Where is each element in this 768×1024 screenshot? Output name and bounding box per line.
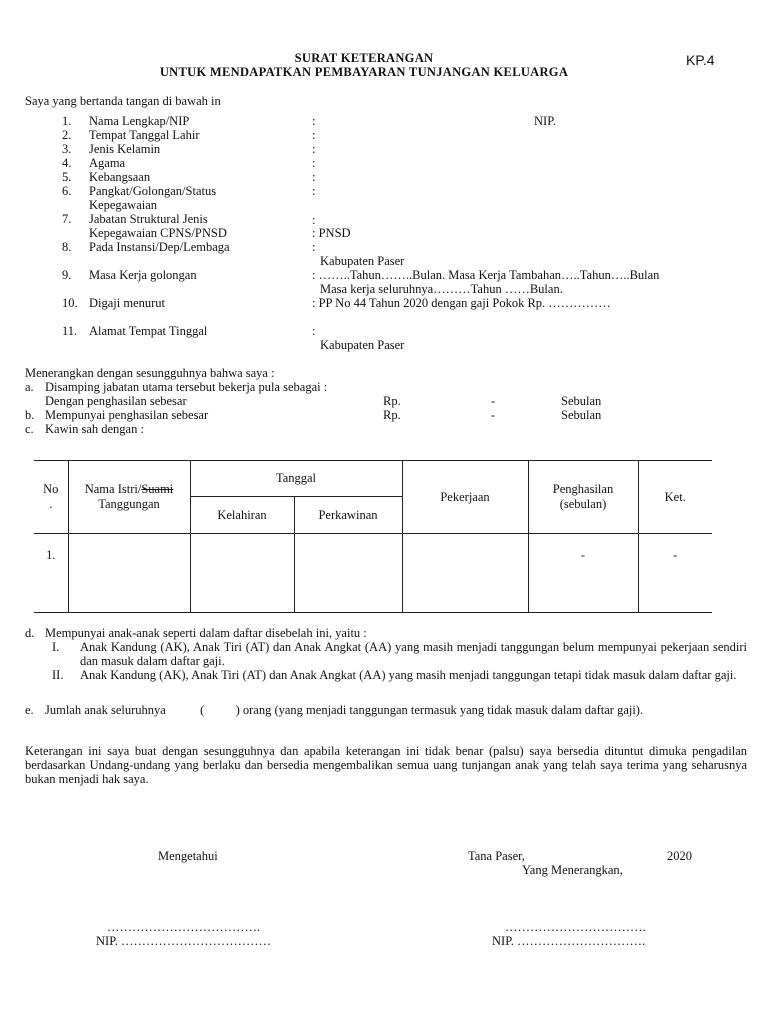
field-label-address: Alamat Tempat Tinggal: [89, 324, 208, 338]
field-number: 8.: [62, 240, 72, 254]
right-signature-nip: NIP. ………………………….: [492, 934, 646, 948]
item-label: I.: [52, 640, 60, 654]
cell-penghasilan: -: [528, 534, 638, 613]
field-value-address: Kabupaten Paser: [320, 338, 405, 352]
field-label-gender: Jenis Kelamin: [89, 142, 161, 156]
spouse-table: [34, 460, 712, 613]
cell-kelahiran: [190, 534, 294, 613]
header-no: No .: [34, 461, 68, 534]
field-number: 11.: [62, 324, 78, 338]
right-signature-title: Yang Menerangkan,: [522, 863, 623, 877]
item-b-dash: -: [491, 408, 496, 422]
item-b-text: Mempunyai penghasilan sebesar: [45, 408, 209, 422]
left-signature-nip: NIP. ………………………………: [96, 934, 272, 948]
field-colon: :: [312, 324, 316, 338]
field-colon: :: [312, 114, 316, 128]
item-label: e.: [25, 703, 34, 717]
item-a-rp: Rp.: [383, 394, 401, 408]
field-number: 4.: [62, 156, 72, 170]
header-tanggal: Tanggal: [190, 461, 402, 497]
field-label-service: Masa Kerja golongan: [89, 268, 197, 282]
header-name: Nama Istri/Suami Tanggungan: [68, 461, 190, 534]
field-label-position-2: Kepegawaian CPNS/PNSD: [89, 226, 227, 240]
signature-place: Tana Paser,: [468, 849, 525, 863]
cell-pekerjaan: [402, 534, 528, 613]
field-value-salary: : PP No 44 Tahun 2020 dengan gaji Pokok Rp. ……………: [312, 296, 611, 310]
left-signature-title: Mengetahui: [158, 849, 218, 863]
document-title: SURAT KETERANGAN: [294, 51, 434, 65]
header-ket: Ket.: [638, 461, 712, 534]
item-ii-text: Anak Kandung (AK), Anak Tiri (AT) dan Anak Angkat (AA) yang masih menjadi tanggungan tetapi tidak masuk dalam daftar gaji.: [80, 668, 737, 682]
field-colon: :: [312, 128, 316, 142]
cell-no: 1.: [34, 534, 68, 613]
item-label: a.: [25, 380, 34, 394]
signature-year: 2020: [667, 849, 692, 863]
header-penghasilan: Penghasilan (sebulan): [528, 461, 638, 534]
field-label-agency: Pada Instansi/Dep/Lembaga: [89, 240, 230, 254]
item-i-text: Anak Kandung (AK), Anak Tiri (AT) dan Anak Angkat (AA) yang masih menjadi tanggungan belum mempunyai pekerjaan sendiri dan masuk dalam daftar gaji.: [80, 640, 747, 668]
item-a-dash: -: [491, 394, 496, 408]
field-value-service-total: Masa kerja seluruhnya………Tahun ……Bulan.: [320, 282, 563, 296]
field-colon: :: [312, 170, 316, 184]
item-b-rp: Rp.: [383, 408, 401, 422]
closing-statement: Keterangan ini saya buat dengan sesungguhnya dan apabila keterangan ini tidak benar (palsu) saya bersedia dituntut dimuka pengadilan berdasarkan Undang-undang yang berlaku dan bersedia mengembalikan semua uang tunjangan anak yang telah saya terima yang seharusnya bukan menjadi hak saya.: [25, 744, 747, 786]
item-label: II.: [52, 668, 64, 682]
item-c-text: Kawin sah dengan :: [45, 422, 144, 436]
item-b-period: Sebulan: [561, 408, 602, 422]
field-label-rank: Pangkat/Golongan/Status: [89, 184, 217, 198]
item-a-text: Disamping jabatan utama tersebut bekerja pula sebagai :: [45, 380, 328, 394]
item-label: d.: [25, 626, 35, 640]
field-colon: :: [312, 240, 316, 254]
header-perkawinan: Perkawinan: [294, 497, 402, 534]
header-kelahiran: Kelahiran: [190, 497, 294, 534]
field-number: 7.: [62, 212, 72, 226]
field-label-name: Nama Lengkap/NIP: [89, 114, 190, 128]
field-value-agency: Kabupaten Paser: [320, 254, 405, 268]
field-value-status: : PNSD: [312, 226, 351, 240]
field-label-salary: Digaji menurut: [89, 296, 166, 310]
field-number: 5.: [62, 170, 72, 184]
field-number: 6.: [62, 184, 72, 198]
item-label: c.: [25, 422, 34, 436]
field-number: 9.: [62, 268, 72, 282]
intro-text: Saya yang bertanda tangan di bawah in: [25, 94, 221, 108]
field-colon: :: [312, 184, 316, 198]
field-label-birth: Tempat Tanggal Lahir: [89, 128, 200, 142]
field-value-service: : ……..Tahun……..Bulan. Masa Kerja Tambahan…..Tahun…..Bulan: [312, 268, 660, 282]
item-e-text: Jumlah anak seluruhnya ( ) orang (yang menjadi tanggungan termasuk yang tidak masuk dalam daftar gaji).: [45, 703, 644, 717]
left-signature-line: ……………………………….: [107, 920, 261, 934]
field-number: 2.: [62, 128, 72, 142]
field-colon: :: [312, 156, 316, 170]
table-header-row: [34, 461, 712, 497]
field-label-rank-2: Kepegawaian: [89, 198, 158, 212]
item-label: b.: [25, 408, 35, 422]
cell-ket: -: [638, 534, 712, 613]
field-number: 3.: [62, 142, 72, 156]
field-label-position: Jabatan Struktural Jenis: [89, 212, 208, 226]
field-colon: :: [312, 213, 316, 227]
cell-name: [68, 534, 190, 613]
field-number: 1.: [62, 114, 72, 128]
field-nip-label: NIP.: [534, 114, 556, 128]
item-d-text: Mempunyai anak-anak seperti dalam daftar disebelah ini, yaitu :: [45, 626, 367, 640]
cell-perkawinan: [294, 534, 402, 613]
document-subtitle: UNTUK MENDAPATKAN PEMBAYARAN TUNJANGAN KELUARGA: [159, 65, 569, 79]
form-code: KP.4: [686, 52, 715, 68]
item-a-period: Sebulan: [561, 394, 602, 408]
field-label-nationality: Kebangsaan: [89, 170, 151, 184]
right-signature-line: …………………………….: [505, 920, 646, 934]
header-pekerjaan: Pekerjaan: [402, 461, 528, 534]
item-a-income-label: Dengan penghasilan sebesar: [45, 394, 187, 408]
table-row: [34, 534, 712, 613]
statement-heading: Menerangkan dengan sesungguhnya bahwa saya :: [25, 366, 275, 380]
field-colon: :: [312, 142, 316, 156]
field-label-religion: Agama: [89, 156, 126, 170]
field-number: 10.: [62, 296, 78, 310]
